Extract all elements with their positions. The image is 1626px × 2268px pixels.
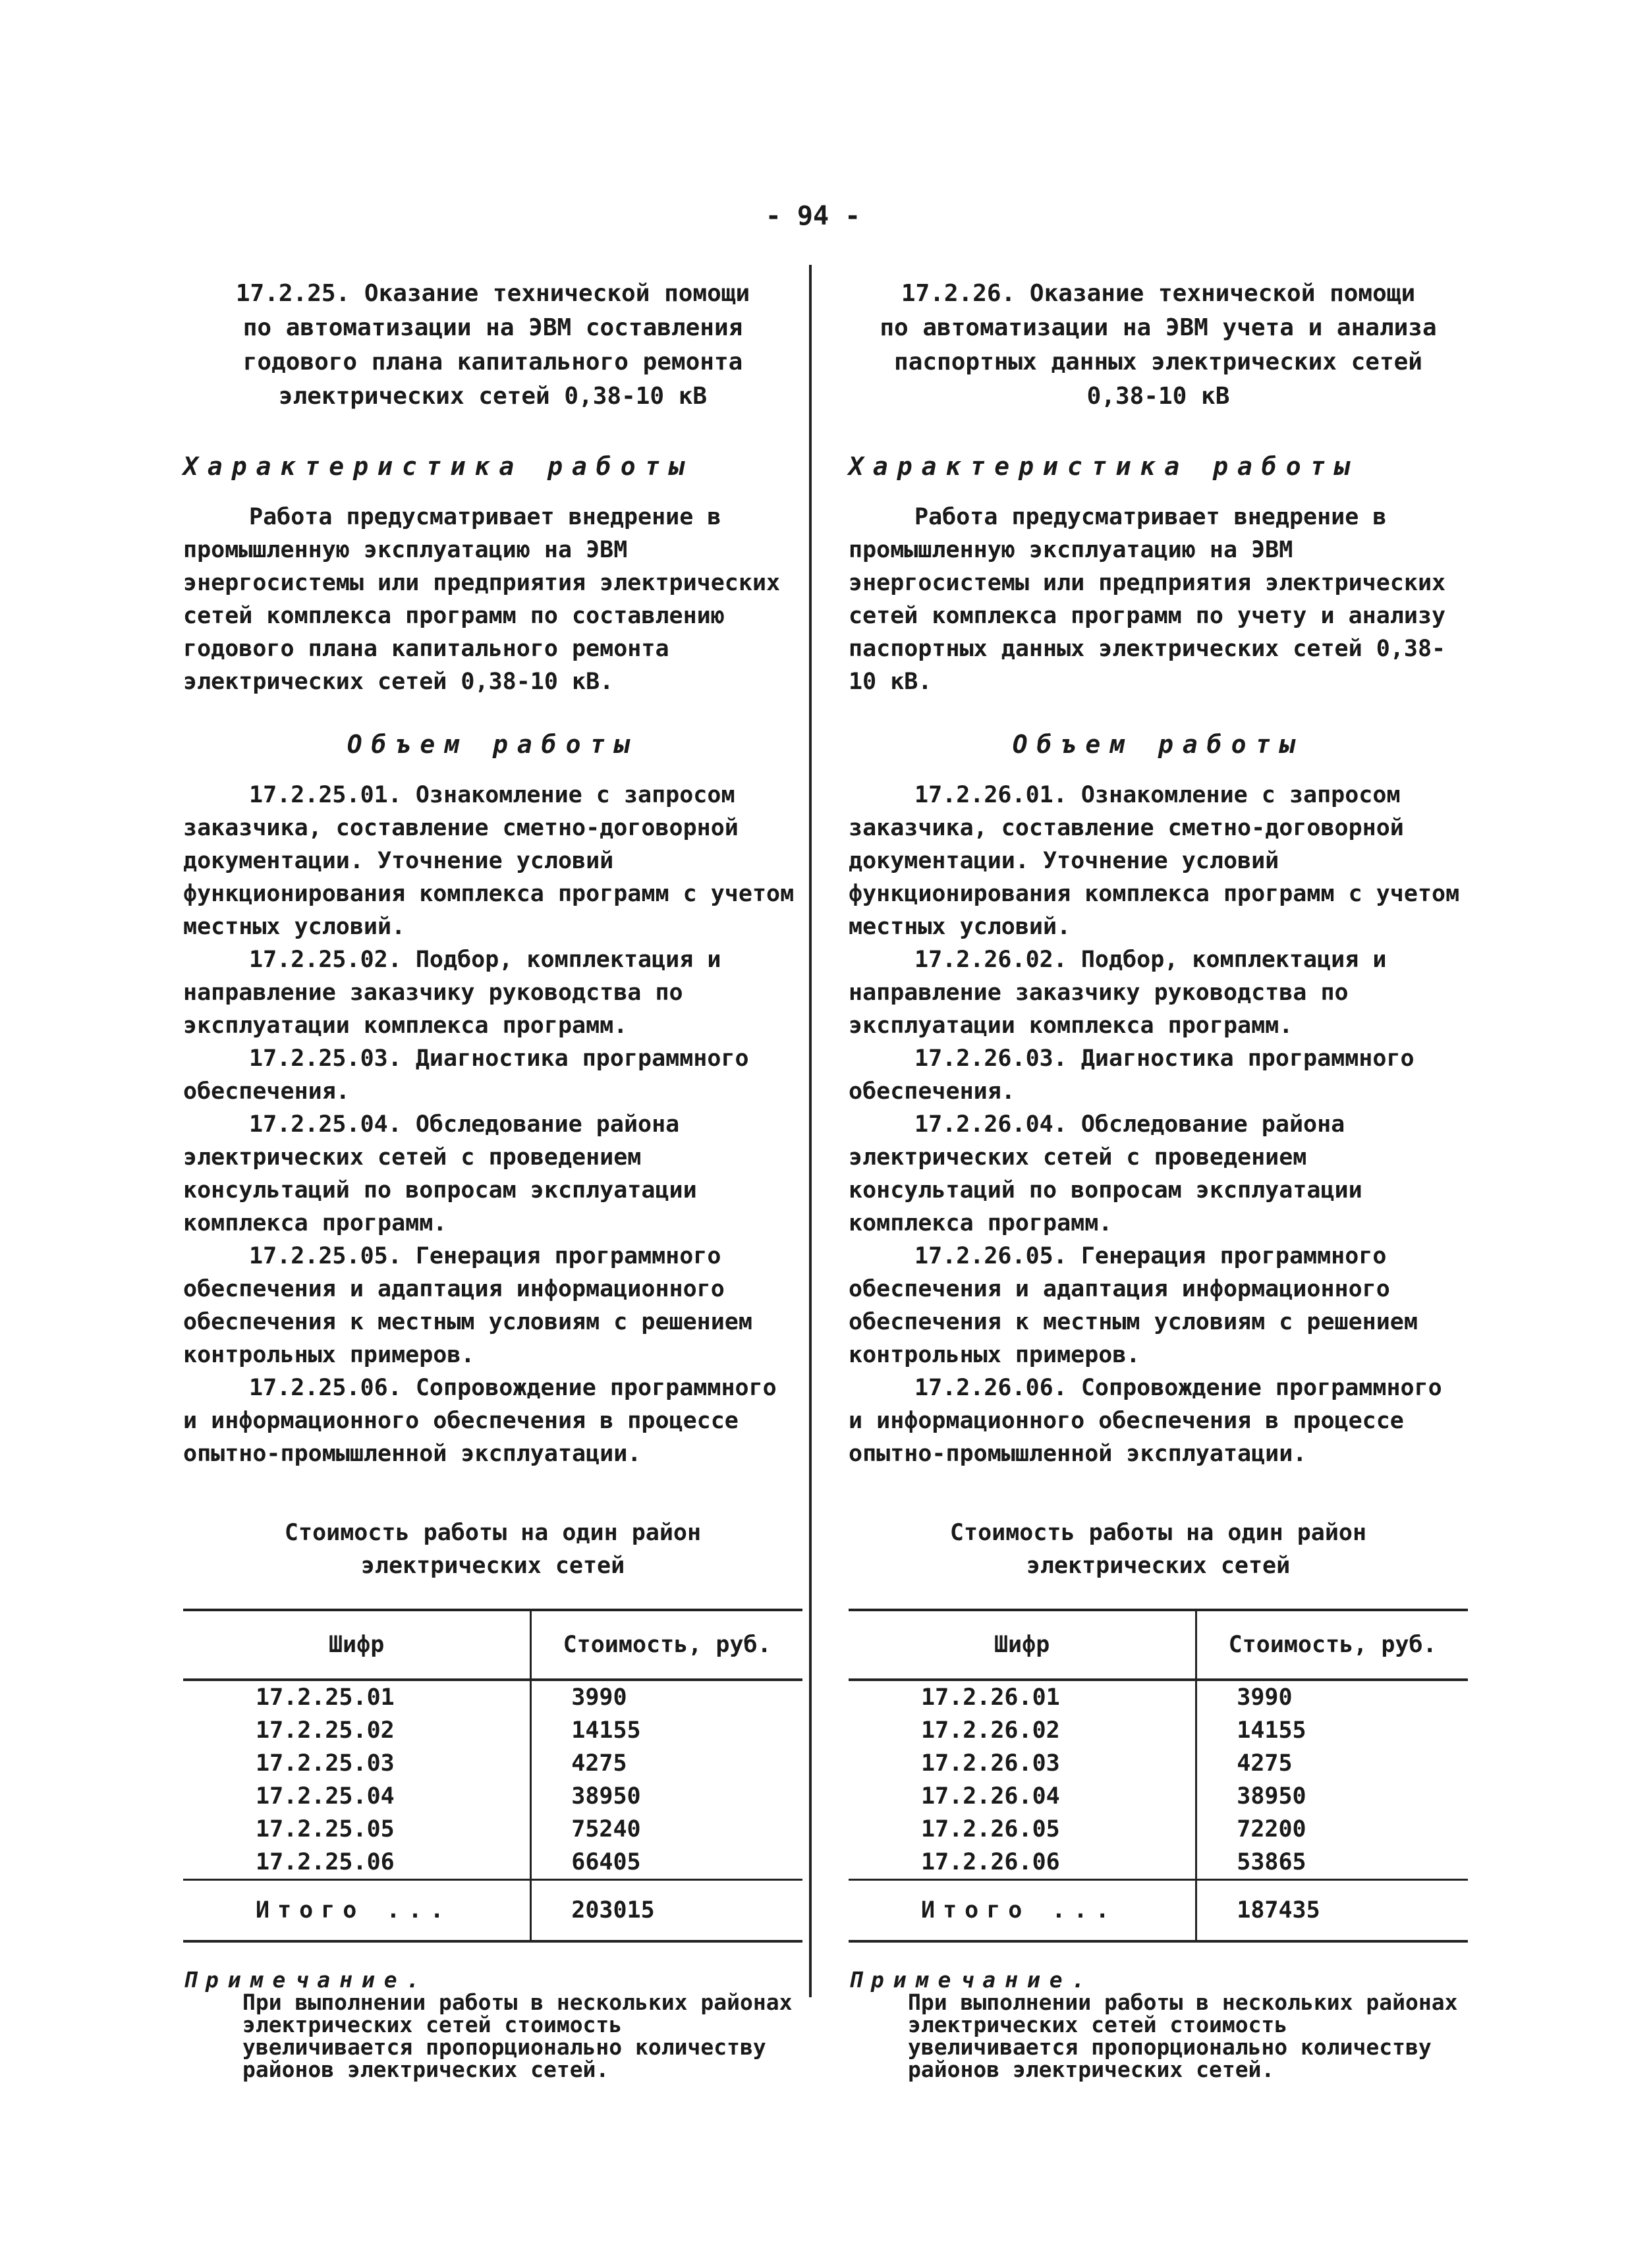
scope-item: 17.2.26.03. Диагностика программного обеспечения. [849, 1045, 1415, 1105]
scope-item: 17.2.25.04. Обследование района электрических сетей с проведением консультаций по вопросам эксплуатации комплекса программ. [183, 1111, 697, 1236]
note-lead: Примечание. [849, 1967, 1094, 1993]
total-row [849, 1880, 1468, 1942]
code-cell: 17.2.26.03 [849, 1747, 1196, 1780]
code-cell: 17.2.25.02 [183, 1714, 531, 1747]
table-row [849, 1714, 1468, 1747]
table-row [849, 1846, 1468, 1880]
note-text: При выполнении работы в нескольких районах электрических сетей стоимость увеличивается пропорционально количеству районов электрических сетей. [242, 1989, 793, 2082]
column-header-cost: Стоимость, руб. [1196, 1610, 1468, 1680]
scope-item: 17.2.26.01. Ознакомление с запросом заказчика, составление сметно-договорной документации. Уточнение условий функционирования комплекса программ с учетом местных условий. [849, 782, 1460, 940]
cost-cell: 38950 [1237, 1783, 1306, 1810]
cost-cell: 3990 [1237, 1684, 1293, 1711]
scope-item: 17.2.26.02. Подбор, комплектация и направление заказчику руководства по эксплуатации комплекса программ. [849, 947, 1387, 1039]
right-column [849, 277, 1468, 2081]
section-title: 17.2.25. Оказание технической помощи по автоматизации на ЭВМ составления годового плана капитального ремонта электрических сетей 0,38-10 кВ [235, 280, 750, 410]
code-cell: 17.2.25.03 [183, 1747, 531, 1780]
code-cell: 17.2.25.01 [183, 1680, 531, 1714]
characteristic-heading: Характеристика работы [849, 452, 1359, 481]
scope-item: 17.2.25.01. Ознакомление с запросом заказчика, составление сметно-договорной документации. Уточнение условий функционирования комплекса программ с учетом местных условий. [183, 782, 795, 940]
total-label: Итого ... [849, 1880, 1196, 1942]
code-cell: 17.2.25.06 [183, 1846, 531, 1880]
code-cell: 17.2.25.05 [183, 1813, 531, 1846]
cost-table-title: Стоимость работы на один район электрических сетей [949, 1520, 1367, 1579]
cost-cell: 4275 [571, 1750, 627, 1777]
table-row [183, 1846, 802, 1880]
cost-cell: 75240 [571, 1816, 641, 1842]
scope-item: 17.2.25.03. Диагностика программного обеспечения. [183, 1045, 749, 1105]
table-row [183, 1680, 802, 1714]
characteristic-text: Работа предусматривает внедрение в промышленную эксплуатацию на ЭВМ энергосистемы или предприятия электрических сетей комплекса программ по учету и анализу паспортных данных электрических сетей 0,38-10 кВ. [849, 504, 1446, 695]
table-row [849, 1813, 1468, 1846]
table-row [183, 1813, 802, 1846]
code-cell: 17.2.26.06 [849, 1846, 1196, 1880]
table-row [849, 1747, 1468, 1780]
table-row [183, 1714, 802, 1747]
code-cell: 17.2.26.04 [849, 1780, 1196, 1813]
cost-cell: 72200 [1237, 1816, 1306, 1842]
left-column [183, 277, 802, 2081]
characteristic-text: Работа предусматривает внедрение в промышленную эксплуатацию на ЭВМ энергосистемы или предприятия электрических сетей комплекса программ по составлению годового плана капитального ремонта электрических сетей 0,38-10 кВ. [183, 504, 781, 695]
cost-cell: 53865 [1237, 1849, 1306, 1875]
note-text: При выполнении работы в нескольких районах электрических сетей стоимость увеличивается пропорционально количеству районов электрических сетей. [908, 1989, 1458, 2082]
cost-table [183, 1609, 802, 1943]
table-row [183, 1747, 802, 1780]
total-label: Итого ... [183, 1880, 531, 1942]
code-cell: 17.2.26.05 [849, 1813, 1196, 1846]
total-value: 203015 [531, 1880, 802, 1942]
total-row [183, 1880, 802, 1942]
scope-heading: Объем работы [1012, 730, 1304, 759]
column-header-code: Шифр [183, 1610, 531, 1680]
section-title: 17.2.26. Оказание технической помощи по автоматизации на ЭВМ учета и анализа паспортных данных электрических сетей 0,38-10 кВ [880, 280, 1437, 410]
page-number: - 94 - [765, 201, 861, 231]
scope-item: 17.2.25.05. Генерация программного обеспечения и адаптация информационного обеспечения к местным условиям с решением контрольных примеров. [183, 1243, 752, 1368]
cost-table-title: Стоимость работы на один район электрических сетей [284, 1520, 702, 1579]
cost-cell: 4275 [1237, 1750, 1293, 1777]
table-row [849, 1680, 1468, 1714]
scope-item: 17.2.26.06. Сопровождение программного и информационного обеспечения в процессе опытно-промышленной эксплуатации. [849, 1375, 1442, 1467]
cost-cell: 3990 [571, 1684, 627, 1711]
column-divider [809, 265, 812, 1997]
column-header-code: Шифр [849, 1610, 1196, 1680]
code-cell: 17.2.25.04 [183, 1780, 531, 1813]
code-cell: 17.2.26.01 [849, 1680, 1196, 1714]
cost-cell: 38950 [571, 1783, 641, 1810]
note [183, 1969, 802, 2081]
scope-item: 17.2.26.04. Обследование района электрических сетей с проведением консультаций по вопросам эксплуатации комплекса программ. [849, 1111, 1362, 1236]
scope-item: 17.2.25.02. Подбор, комплектация и направление заказчику руководства по эксплуатации комплекса программ. [183, 947, 721, 1039]
note-lead: Примечание. [183, 1967, 429, 1993]
note [849, 1969, 1468, 2081]
scope-heading: Объем работы [347, 730, 639, 759]
table-row [183, 1780, 802, 1813]
cost-cell: 14155 [1237, 1717, 1306, 1744]
cost-table [849, 1609, 1468, 1943]
cost-cell: 14155 [571, 1717, 641, 1744]
scope-item: 17.2.25.06. Сопровождение программного и информационного обеспечения в процессе опытно-промышленной эксплуатации. [183, 1375, 777, 1467]
column-header-cost: Стоимость, руб. [531, 1610, 802, 1680]
code-cell: 17.2.26.02 [849, 1714, 1196, 1747]
table-row [849, 1780, 1468, 1813]
scope-item: 17.2.26.05. Генерация программного обеспечения и адаптация информационного обеспечения к местным условиям с решением контрольных примеров. [849, 1243, 1418, 1368]
characteristic-heading: Характеристика работы [183, 452, 694, 481]
total-value: 187435 [1196, 1880, 1468, 1942]
cost-cell: 66405 [571, 1849, 641, 1875]
